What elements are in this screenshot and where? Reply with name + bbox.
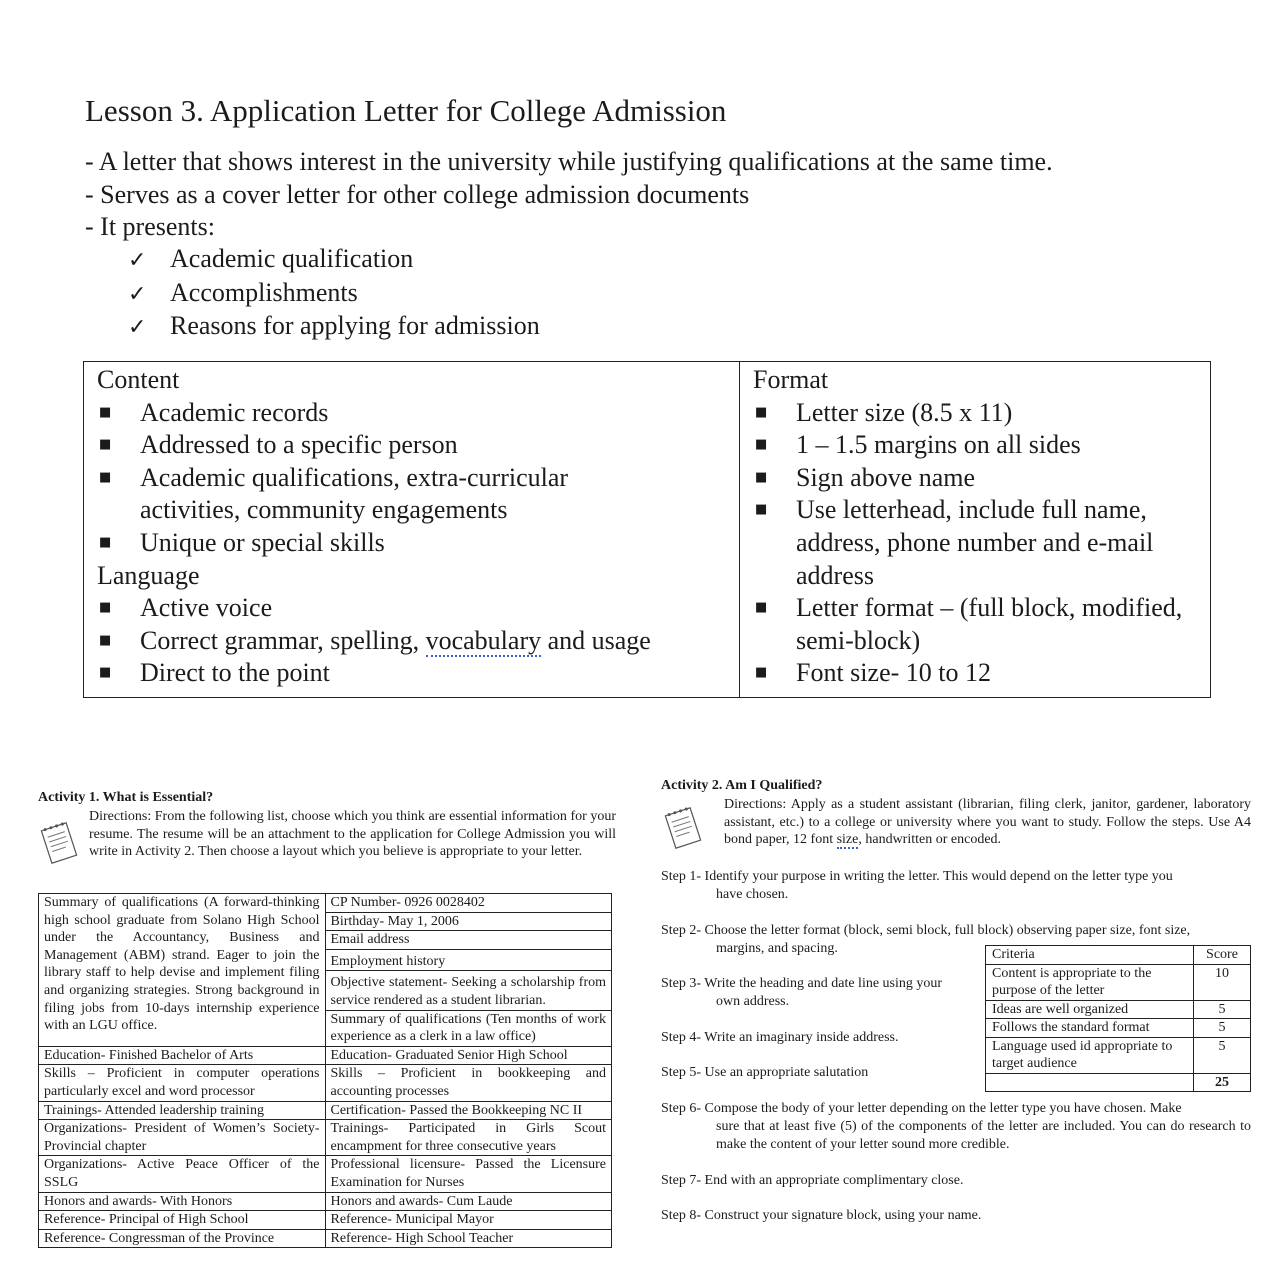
table-row	[986, 964, 1251, 1000]
table-cell	[986, 1073, 1194, 1092]
square-bullet-icon: ■	[755, 469, 768, 485]
square-bullet-icon: ■	[99, 404, 112, 420]
table-cell: Follows the standard format	[986, 1019, 1194, 1038]
table-divider	[739, 362, 740, 697]
table-cell: Employment history	[325, 949, 612, 971]
table-row	[986, 946, 1251, 965]
table-cell: Language used id appropriate to target audience	[986, 1037, 1194, 1073]
activity2-directions: Directions: Apply as a student assistant (librarian, filing clerk, janitor, gardener, laboratory assistant, etc.) to a college or university where you want to study. Follow the steps. Use A4 bond paper, 12 font size, handwritten or encoded.	[724, 797, 1251, 847]
checkmark-icon: ✓	[128, 315, 147, 340]
format-item: ■ Font size- 10 to 12	[753, 657, 1198, 690]
table-row	[39, 1229, 612, 1248]
table-cell: Ideas are well organized	[986, 1000, 1194, 1019]
table-cell: Reference- Municipal Mayor	[325, 1211, 612, 1230]
table-row	[39, 1192, 612, 1211]
lesson-title: Lesson 3. Application Letter for College Admission	[85, 93, 727, 128]
step-7: Step 7- End with an appropriate complimentary close.	[661, 1173, 964, 1188]
table-cell: Skills – Proficient in computer operations particularly excel and word processor	[39, 1065, 326, 1101]
table-cell: 5	[1194, 1037, 1251, 1073]
square-bullet-icon: ■	[99, 469, 112, 485]
lesson-point-2: - Serves as a cover letter for other college admission documents	[85, 180, 750, 209]
notepad-icon	[662, 805, 704, 851]
square-bullet-icon: ■	[99, 437, 112, 453]
notepad-icon	[38, 820, 80, 866]
checkmark-icon: ✓	[128, 248, 147, 273]
table-row	[39, 1156, 612, 1192]
table-cell: 5	[1194, 1019, 1251, 1038]
step-4: Step 4- Write an imaginary inside address.	[661, 1030, 899, 1045]
language-heading: Language	[97, 560, 200, 590]
activity2-title: Activity 2. Am I Qualified?	[661, 778, 823, 793]
format-column	[753, 364, 1198, 690]
checkmark-icon: ✓	[128, 282, 147, 307]
format-item: ■ Sign above name	[753, 462, 1198, 495]
square-bullet-icon: ■	[99, 600, 112, 616]
criteria-table	[985, 945, 1251, 1092]
table-cell: Email address	[325, 931, 612, 950]
table-cell: Objective statement- Seeking a scholarship from service rendered as a student librarian.	[325, 971, 612, 1010]
table-cell: Trainings- Attended leadership training	[39, 1101, 326, 1120]
activity1-directions: Directions: From the following list, choose which you think are essential information for your resume. The resume will be an attachment to the application for College Admission you will write in Activity 2. Then choose a layout which you believe is appropriate to your letter.	[89, 809, 616, 859]
square-bullet-icon: ■	[755, 437, 768, 453]
step-6: Step 6- Compose the body of your letter depending on the letter type you have chosen. Make sure that at least five (5) of the components of the letter are included. You can do research to make the content of your letter sound more credible.	[661, 1101, 1251, 1152]
step-5: Step 5- Use an appropriate salutation	[661, 1065, 869, 1080]
square-bullet-icon: ■	[99, 632, 112, 648]
table-cell: Education- Finished Bachelor of Arts	[39, 1046, 326, 1065]
table-cell: Reference- Principal of High School	[39, 1211, 326, 1230]
table-cell: Reference- Congressman of the Province	[39, 1229, 326, 1248]
table-cell: Trainings- Participated in Girls Scout encampment for three consecutive years	[325, 1120, 612, 1156]
format-item: ■ Use letterhead, include full name, address, phone number and e-mail address	[755, 495, 1154, 590]
table-row	[39, 1046, 612, 1065]
format-heading: Format	[753, 365, 829, 394]
content-item: ■ Academic records	[97, 397, 717, 430]
format-item: ■ Letter size (8.5 x 11)	[753, 397, 1198, 430]
square-bullet-icon: ■	[755, 665, 768, 681]
table-row	[39, 1065, 612, 1101]
language-item: ■ Direct to the point	[97, 657, 717, 690]
format-item: ■ Letter format – (full block, modified, semi-block)	[755, 593, 1183, 655]
table-row	[39, 1211, 612, 1230]
lesson-point-3: - It presents:	[85, 212, 215, 241]
table-row	[986, 1019, 1251, 1038]
spelling-flag: size	[836, 832, 859, 847]
essential-items-table	[38, 893, 612, 1248]
step-3: Step 3- Write the heading and date line using your own address.	[661, 976, 943, 1009]
table-cell: Organizations- President of Women’s Society- Provincial chapter	[39, 1120, 326, 1156]
content-item: ■ Academic qualifications, extra-curricular activities, community engagements	[99, 462, 569, 525]
square-bullet-icon: ■	[755, 600, 768, 616]
spelling-flag: vocabulary	[425, 625, 542, 655]
table-cell: Honors and awards- With Honors	[39, 1192, 326, 1211]
table-cell: Certification- Passed the Bookkeeping NC II	[325, 1101, 612, 1120]
table-row	[986, 1000, 1251, 1019]
table-row	[986, 1073, 1251, 1092]
square-bullet-icon: ■	[99, 665, 112, 681]
score-header: Score	[1194, 946, 1251, 965]
table-cell: Birthday- May 1, 2006	[325, 912, 612, 931]
criteria-header: Criteria	[986, 946, 1194, 965]
table-cell: Summary of qualifications (A forward-thinking high school graduate from Solano High School under the Accountancy, Business and Management (ABM) strand. Eager to join the library staff to help devise and implement filing and organizing strategies. Strong background in filing jobs from 10-days internship experience with an LGU office.	[39, 894, 326, 1047]
language-item: ■ Active voice	[97, 592, 717, 625]
table-cell: Skills – Proficient in bookkeeping and accounting processes	[325, 1065, 612, 1101]
format-item: ■ 1 – 1.5 margins on all sides	[753, 429, 1198, 462]
table-cell: Professional licensure- Passed the Licensure Examination for Nurses	[325, 1156, 612, 1192]
step-8: Step 8- Construct your signature block, using your name.	[661, 1208, 982, 1223]
table-row	[986, 1037, 1251, 1073]
content-heading: Content	[97, 365, 180, 394]
table-cell: Summary of qualifications (Ten months of work experience as a clerk in a law office)	[325, 1010, 612, 1046]
checklist-item: ✓ Academic qualification	[128, 243, 413, 277]
content-format-table	[83, 361, 1211, 698]
table-row	[39, 894, 612, 913]
square-bullet-icon: ■	[755, 502, 768, 518]
table-cell: 10	[1194, 964, 1251, 1000]
content-item: ■ Addressed to a specific person	[97, 429, 717, 462]
content-column	[97, 364, 717, 690]
lesson-point-1: - A letter that shows interest in the university while justifying qualifications at the same time.	[85, 147, 1053, 176]
step-1: Step 1- Identify your purpose in writing the letter. This would depend on the letter type you have chosen.	[661, 869, 1173, 902]
checklist-item: ✓ Reasons for applying for admission	[128, 310, 540, 344]
table-row	[39, 1120, 612, 1156]
table-cell: Content is appropriate to the purpose of the letter	[986, 964, 1194, 1000]
table-cell: Reference- High School Teacher	[325, 1229, 612, 1248]
checklist-item: ✓ Accomplishments	[128, 277, 358, 311]
total-score: 25	[1194, 1073, 1251, 1092]
table-cell: Education- Graduated Senior High School	[325, 1046, 612, 1065]
table-cell: 5	[1194, 1000, 1251, 1019]
table-cell: Organizations- Active Peace Officer of the SSLG	[39, 1156, 326, 1192]
language-item: ■ Correct grammar, spelling, vocabulary and usage	[97, 625, 717, 658]
activity1-title: Activity 1. What is Essential?	[38, 790, 214, 805]
square-bullet-icon: ■	[99, 534, 112, 550]
content-item: ■ Unique or special skills	[97, 527, 717, 560]
table-cell: Honors and awards- Cum Laude	[325, 1192, 612, 1211]
table-cell: CP Number- 0926 0028402	[325, 894, 612, 913]
step-2: Step 2- Choose the letter format (block, semi block, full block) observing paper size, font size, margins, and spacing.	[661, 923, 1191, 956]
square-bullet-icon: ■	[755, 404, 768, 420]
table-row	[39, 1101, 612, 1120]
